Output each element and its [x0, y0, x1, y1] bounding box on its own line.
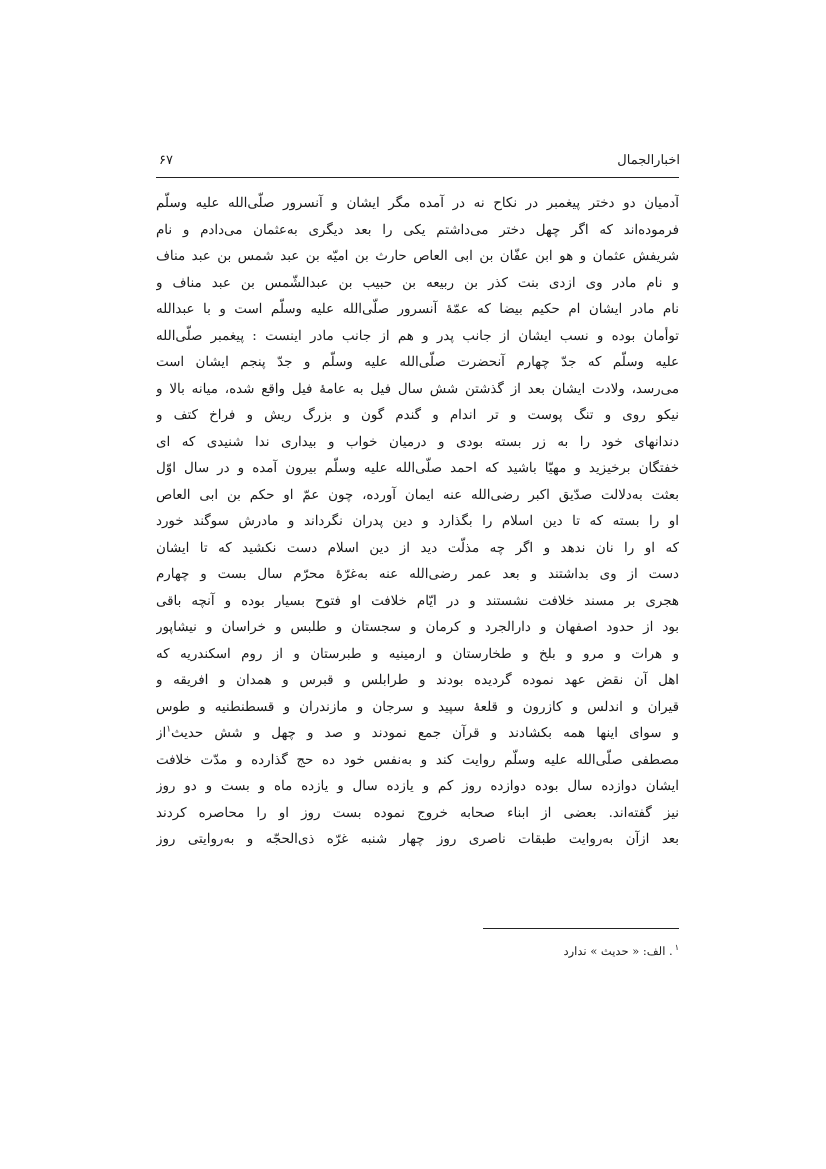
text-line: آدمیان دو دختر پیغمبر در نکاح نه در آمده مگر ایشان و آنسرور صلّی‌الله علیه وسلّم — [156, 196, 679, 211]
text-line: فرموده‌اند که اگر چهل دختر می‌داشتم یکی را بعد دیگری به‌عثمان می‌دادم و نام — [156, 222, 679, 238]
footnote — [279, 944, 679, 958]
page-number: ۶۷ — [159, 153, 173, 168]
text-line: شریفش عثمان و هو ابن عفّان بن ابی العاص حارث بن امیّه بن عبد شمس بن عبد مناف — [156, 249, 679, 264]
text-line: بعد ازآن به‌روایت طبقات ناصری روز چهار شنبه غرّه ذی‌الحجّه و به‌روایتی روز — [156, 832, 679, 847]
text-line: دندانهای خود را به زر بسته بودی و درمیان خواب و بیداری ندا شنیدی که ای — [156, 434, 679, 450]
text-line: که او را نان ندهد و اگر چه مذلّت دید از دین اسلام دست نکشید که تا ایشان — [156, 540, 679, 556]
text-line-main: و سوای اینها همه بکشادند و قرآن جمع نمودند و صد و چهل و شش حدیث — [171, 726, 679, 741]
text-line: او را بسته که تا دین اسلام را بگذارد و دین پدران نگرداند و مادرش سوگند خورد — [156, 514, 679, 529]
text-line: نام مادر ایشان ام حکیم بیضا که عمّهٔ آنسرور صلّی‌الله علیه وسلّم است و با عبدالله — [156, 302, 679, 317]
text-line: بود از حدود اصفهان و دارالجرد و کرمان و سجستان و طلبس و خراسان و نیشاپور — [156, 620, 679, 635]
text-line: توأمان بوده و نسب ایشان از جانب پدر و هم از جانب مادر اینست : پیغمبر صلّی‌الله — [156, 328, 679, 344]
text-line: نیکو روی و تنگ پوست و تر اندام و گندم گون و بزرگ ریش و فراخ کتف و — [156, 408, 679, 423]
footnote-marker: ۱ — [166, 724, 172, 735]
text-line: علیه وسلّم که جدّ چهارم آنحضرت صلّی‌الله علیه وسلّم و جدّ پنجم ایشان است — [156, 355, 679, 370]
text-line: می‌رسد، ولادت ایشان بعد از گذشتن شش سال فیل به عامهٔ فیل واقع شده، میانه بالا و — [156, 381, 679, 397]
text-line: اهل آن نقض عهد نموده گردیده بودند و طرابلس و قبرس و همدان و افریقه و — [156, 673, 679, 688]
text-line: مصطفی صلّی‌الله علیه وسلّم روایت کند و به‌نفس خود ده حج گذارده و مدّت خلافت — [156, 752, 679, 768]
text-line-with-footnote — [156, 721, 679, 748]
footnote-text: . الف: « حدیث » ندارد — [563, 944, 673, 958]
body-text — [156, 191, 679, 854]
text-line: و هرات و مرو و بلخ و طخارستان و ارمینیه و طبرستان و از روم اسکندریه که — [156, 646, 679, 662]
footnote-number: ۱ — [674, 943, 679, 953]
footnote-rule — [483, 928, 679, 929]
header-rule — [156, 177, 679, 178]
text-line: هجری بر مسند خلافت نشستند و در ایّام خلافت او فتوح بسیار بوده و آنچه باقی — [156, 593, 679, 609]
text-line: ایشان دوازده سال بوده دوازده روز کم و یازده سال و یازده ماه و بست و دو روز — [156, 779, 679, 794]
text-line: بعثت به‌دلالت صدّیق اکبر رضی‌الله عنه ایمان آورده، چون عمّ او حکم بن ابی العاص — [156, 487, 679, 503]
text-line: دست از وی بداشتند و بعد عمر رضی‌الله عنه به‌غرّهٔ محرّم سال بست و چهارم — [156, 567, 679, 582]
text-line: قیران و اندلس و کازرون و قلعهٔ سپید و سرجان و مازندران و قسطنطنیه و طوس — [156, 699, 679, 715]
text-line: نیز گفته‌اند. بعضی از ابناء صحابه خروج نموده بست روز او را محاصره کردند — [156, 805, 679, 821]
text-line-tail: از — [156, 726, 167, 741]
text-line: خفتگان برخیزید و مهیّا باشید که احمد صلّی‌الله علیه وسلّم بیرون آمده و در سال اوّل — [156, 461, 679, 476]
text-line: و نام مادر وی ازدی بنت کذر بن ربیعه بن حبیب بن عبدالشّمس بن عبد مناف و — [156, 275, 679, 291]
running-title: اخبارالجمال — [617, 153, 680, 168]
